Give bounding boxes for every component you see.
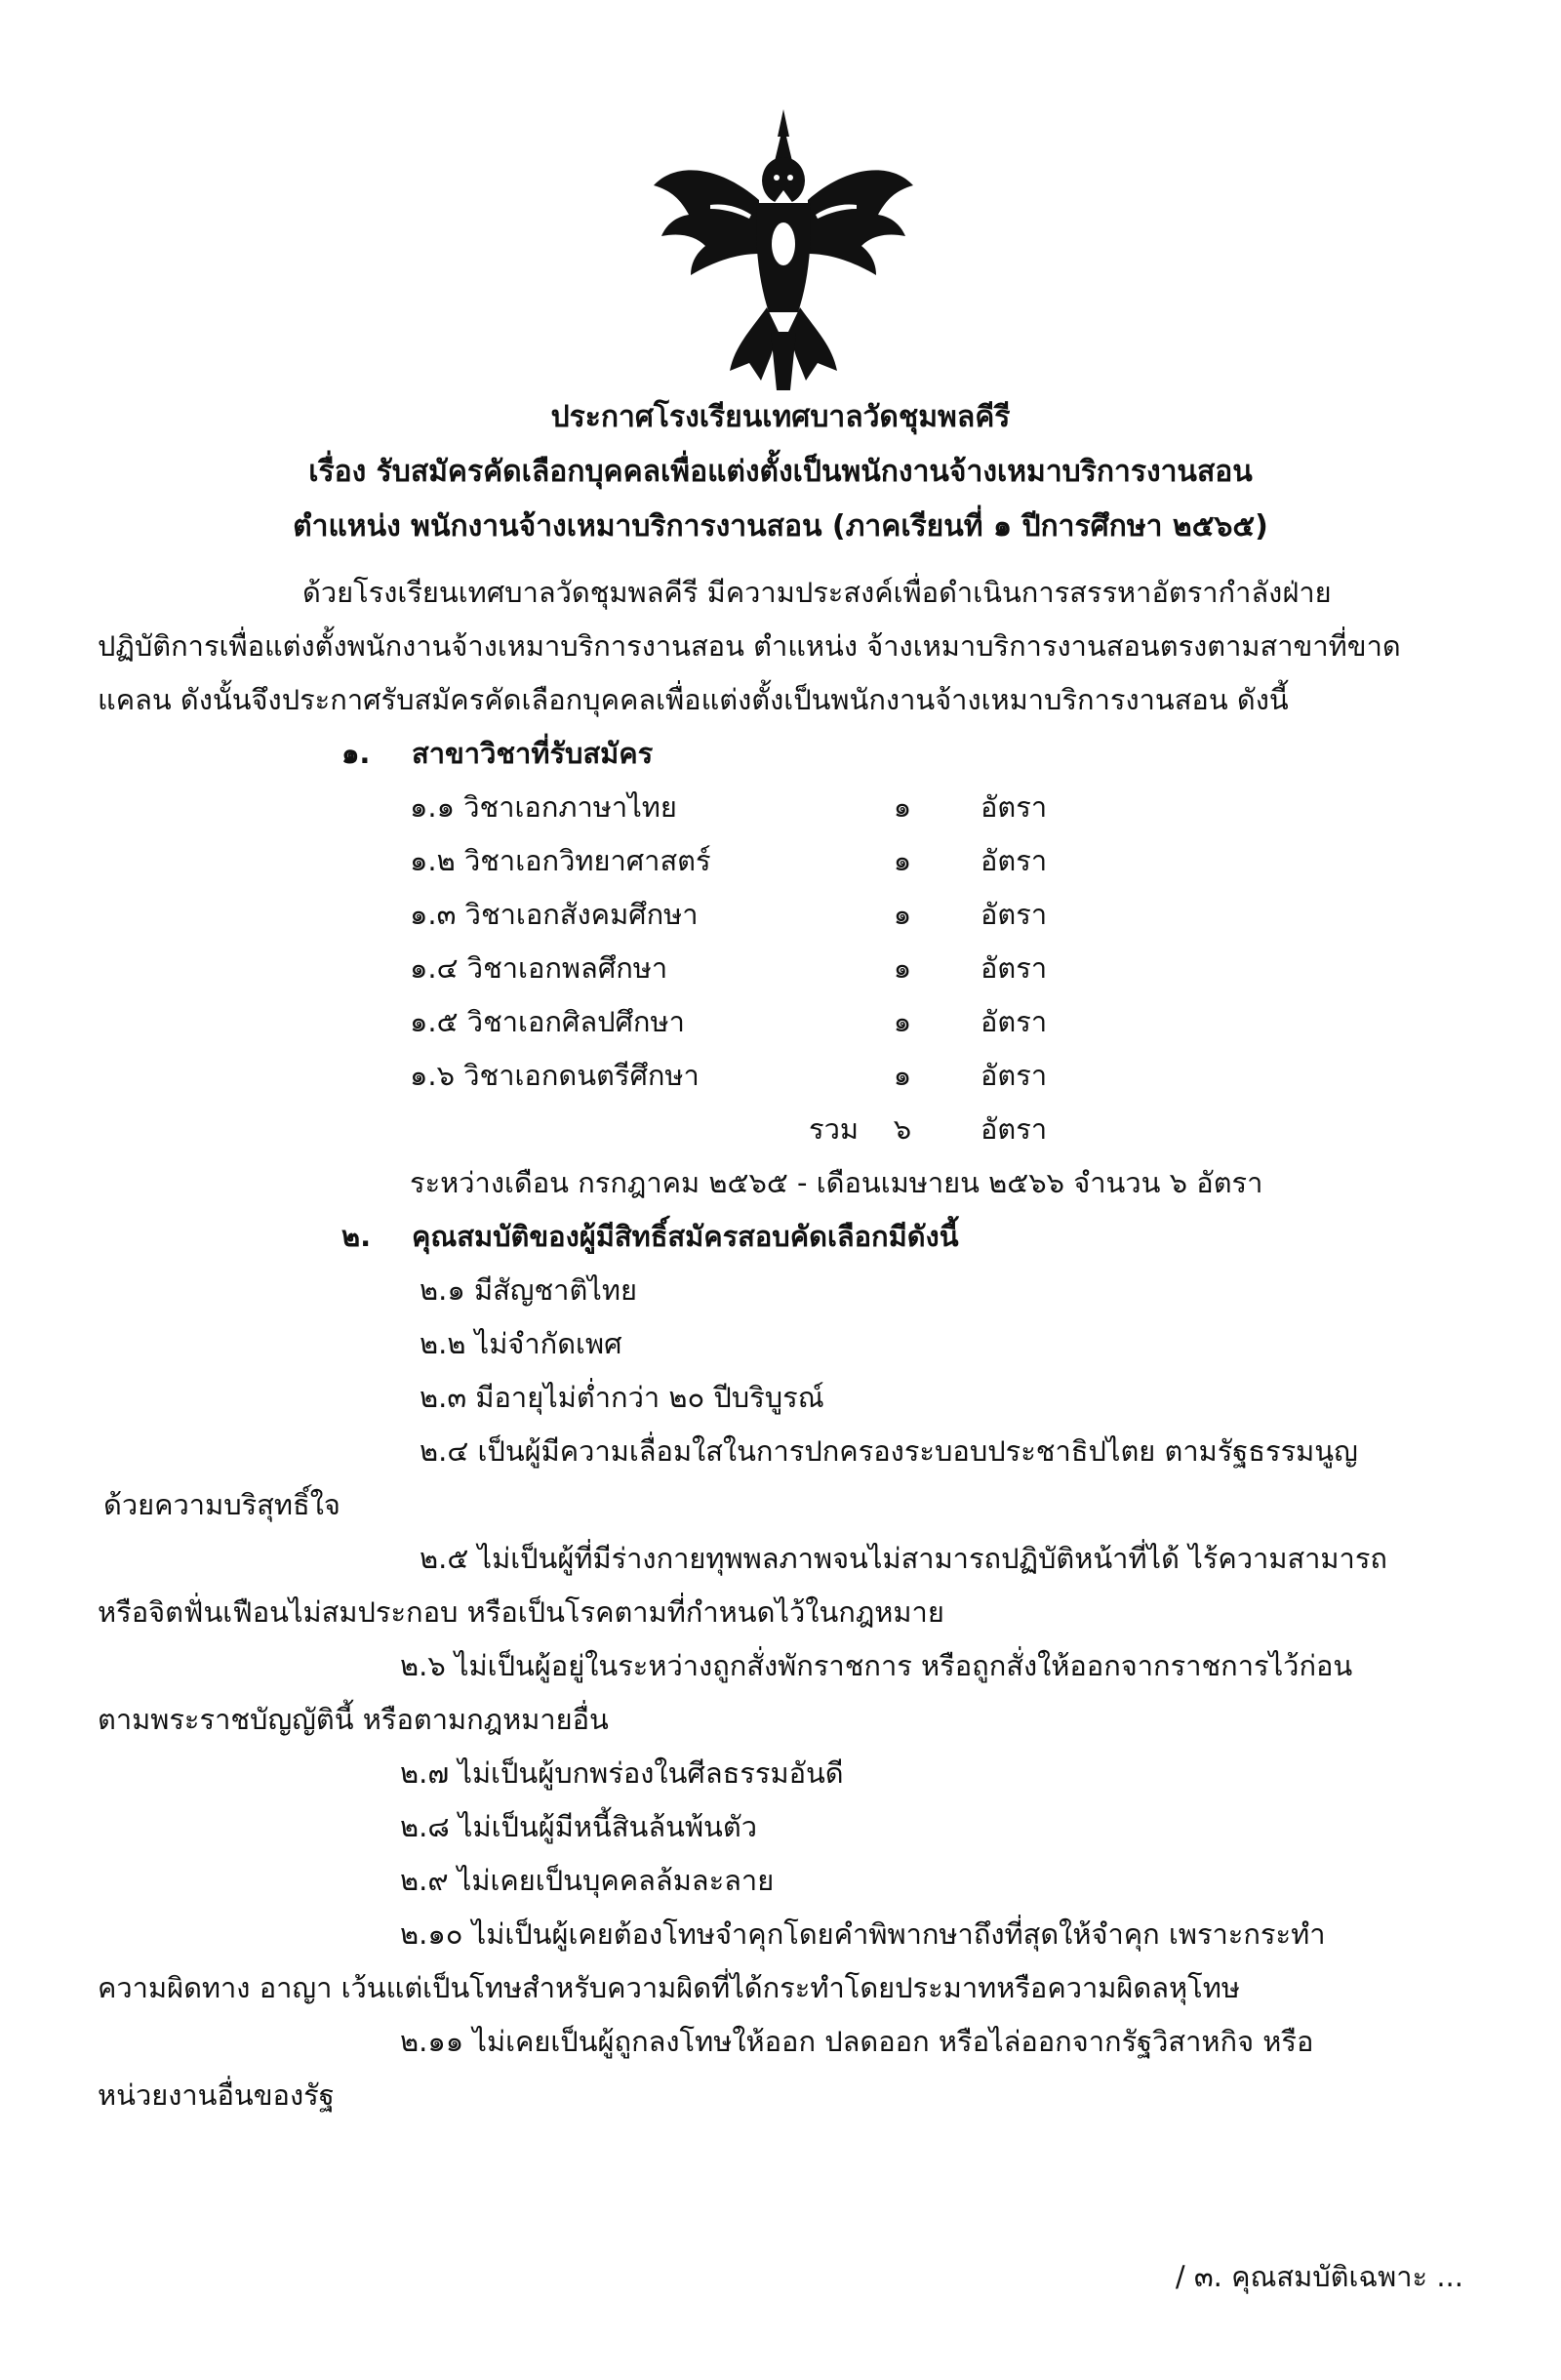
title-position: ตำแหน่ง พนักงานจ้างเหมาบริการงานสอน (ภาคเรียนที่ ๑ ปีการศึกษา ๒๕๖๕) xyxy=(293,509,1268,544)
subject-unit: อัตรา xyxy=(981,898,1048,931)
qualification-item: ๒.๑๐ ไม่เป็นผู้เคยต้องโทษจำคุกโดยคำพิพากษาถึงที่สุดให้จำคุก เพราะกระทำ xyxy=(400,1917,1326,1951)
title-subject: เรื่อง รับสมัครคัดเลือกบุคคลเพื่อแต่งตั้งเป็นพนักงานจ้างเหมาบริการงานสอน xyxy=(308,455,1253,489)
qualification-item: ๒.๒ ไม่จำกัดเพศ xyxy=(420,1327,622,1360)
employment-period: ระหว่างเดือน กรกฎาคม ๒๕๖๕ - เดือนเมษายน ๒๕๖๖ จำนวน ๖ อัตรา xyxy=(410,1166,1263,1199)
qualification-item: ๒.๙ ไม่เคยเป็นบุคคลล้มละลาย xyxy=(400,1864,775,1897)
section-2-title: คุณสมบัติของผู้มีสิทธิ์สมัครสอบคัดเลือกมีดังนี้ xyxy=(412,1220,959,1253)
subject-count: ๑ xyxy=(893,790,912,824)
subject-name: ๑.๔ วิชาเอกพลศึกษา xyxy=(410,951,668,985)
section-1-heading xyxy=(98,727,1463,781)
total-unit: อัตรา xyxy=(981,1112,1048,1146)
qualification-item: ๒.๑ มีสัญชาติไทย xyxy=(420,1273,637,1307)
subject-name: ๑.๑ วิชาเอกภาษาไทย xyxy=(410,790,677,824)
intro-line-2: ปฏิบัติการเพื่อแต่งตั้งพนักงานจ้างเหมาบริการงานสอน ตำแหน่ง จ้างเหมาบริการงานสอนตรงตามสาขาที่ขาด xyxy=(98,629,1401,663)
subject-unit: อัตรา xyxy=(981,844,1048,877)
subject-count: ๑ xyxy=(893,951,912,985)
subject-name: ๑.๕ วิชาเอกศิลปศึกษา xyxy=(410,1005,685,1038)
qualification-item-continued: ตามพระราชบัญญัตินี้ หรือตามกฎหมายอื่น xyxy=(98,1703,609,1736)
subject-count: ๑ xyxy=(893,1005,912,1038)
subject-unit: อัตรา xyxy=(981,951,1048,985)
intro-line-3: แคลน ดังนั้นจึงประกาศรับสมัครคัดเลือกบุคคลเพื่อแต่งตั้งเป็นพนักงานจ้างเหมาบริการงานสอน ดังนี้ xyxy=(98,683,1289,716)
subject-unit: อัตรา xyxy=(981,1005,1048,1038)
intro-line-1: ด้วยโรงเรียนเทศบาลวัดชุมพลคีรี มีความประสงค์เพื่อดำเนินการสรรหาอัตรากำลังฝ่าย xyxy=(302,576,1332,609)
qualification-item: ๒.๗ ไม่เป็นผู้บกพร่องในศีลธรรมอันดี xyxy=(400,1756,844,1790)
subject-row xyxy=(98,995,1463,1049)
subject-row xyxy=(98,1049,1463,1103)
qualification-item: ๒.๓ มีอายุไม่ต่ำกว่า ๒๐ ปีบริบูรณ์ xyxy=(420,1381,824,1414)
announcement-title xyxy=(0,390,1561,554)
subject-name: ๑.๖ วิชาเอกดนตรีศึกษา xyxy=(410,1059,700,1092)
qualification-item: ๒.๕ ไม่เป็นผู้ที่มีร่างกายทุพพลภาพจนไม่สามารถปฏิบัติหน้าที่ได้ ไร้ความสามารถ xyxy=(420,1542,1387,1575)
total-count: ๖ xyxy=(893,1112,912,1146)
continuation-note: / ๓. คุณสมบัติเฉพาะ ... xyxy=(1175,2260,1463,2293)
qualification-item: ๒.๘ ไม่เป็นผู้มีหนี้สินล้นพ้นตัว xyxy=(400,1810,757,1843)
section-1-title: สาขาวิชาที่รับสมัคร xyxy=(412,737,654,770)
announcement-body xyxy=(98,566,1463,2122)
subject-unit: อัตรา xyxy=(981,790,1048,824)
garuda-emblem xyxy=(652,107,915,390)
qualification-item-continued: หน่วยงานอื่นของรัฐ xyxy=(98,2078,335,2112)
section-1-number: ๑. xyxy=(341,737,371,770)
subject-count: ๑ xyxy=(893,844,912,877)
qualification-item: ๒.๖ ไม่เป็นผู้อยู่ในระหว่างถูกสั่งพักราชการ หรือถูกสั่งให้ออกจากราชการไว้ก่อน xyxy=(400,1649,1353,1682)
qualification-item: ๒.๑๑ ไม่เคยเป็นผู้ถูกลงโทษให้ออก ปลดออก หรือไล่ออกจากรัฐวิสาหกิจ หรือ xyxy=(400,2025,1314,2058)
section-2-heading xyxy=(98,1210,1463,1264)
qualification-item-continued: ความผิดทาง อาญา เว้นแต่เป็นโทษสำหรับความผิดที่ได้กระทำโดยประมาทหรือความผิดลหุโทษ xyxy=(98,1971,1240,2004)
subject-row xyxy=(98,942,1463,995)
total-row xyxy=(98,1103,1463,1156)
qualification-item-continued: หรือจิตฟั่นเฟือนไม่สมประกอบ หรือเป็นโรคตามที่กำหนดไว้ในกฎหมาย xyxy=(98,1595,944,1629)
subject-count: ๑ xyxy=(893,1059,912,1092)
subject-name: ๑.๓ วิชาเอกสังคมศึกษา xyxy=(410,898,699,931)
subject-row xyxy=(98,834,1463,888)
subject-count: ๑ xyxy=(893,898,912,931)
subject-name: ๑.๒ วิชาเอกวิทยาศาสตร์ xyxy=(410,844,711,877)
subject-row xyxy=(98,888,1463,942)
qualification-item-continued: ด้วยความบริสุทธิ์ใจ xyxy=(103,1488,340,1521)
section-2-number: ๒. xyxy=(341,1220,372,1253)
total-label: รวม xyxy=(809,1112,859,1146)
subject-unit: อัตรา xyxy=(981,1059,1048,1092)
qualification-item: ๒.๔ เป็นผู้มีความเลื่อมใสในการปกครองระบอบประชาธิปไตย ตามรัฐธรรมนูญ xyxy=(420,1434,1358,1468)
title-school: ประกาศโรงเรียนเทศบาลวัดชุมพลคีรี xyxy=(550,400,1011,434)
subject-row xyxy=(98,781,1463,834)
